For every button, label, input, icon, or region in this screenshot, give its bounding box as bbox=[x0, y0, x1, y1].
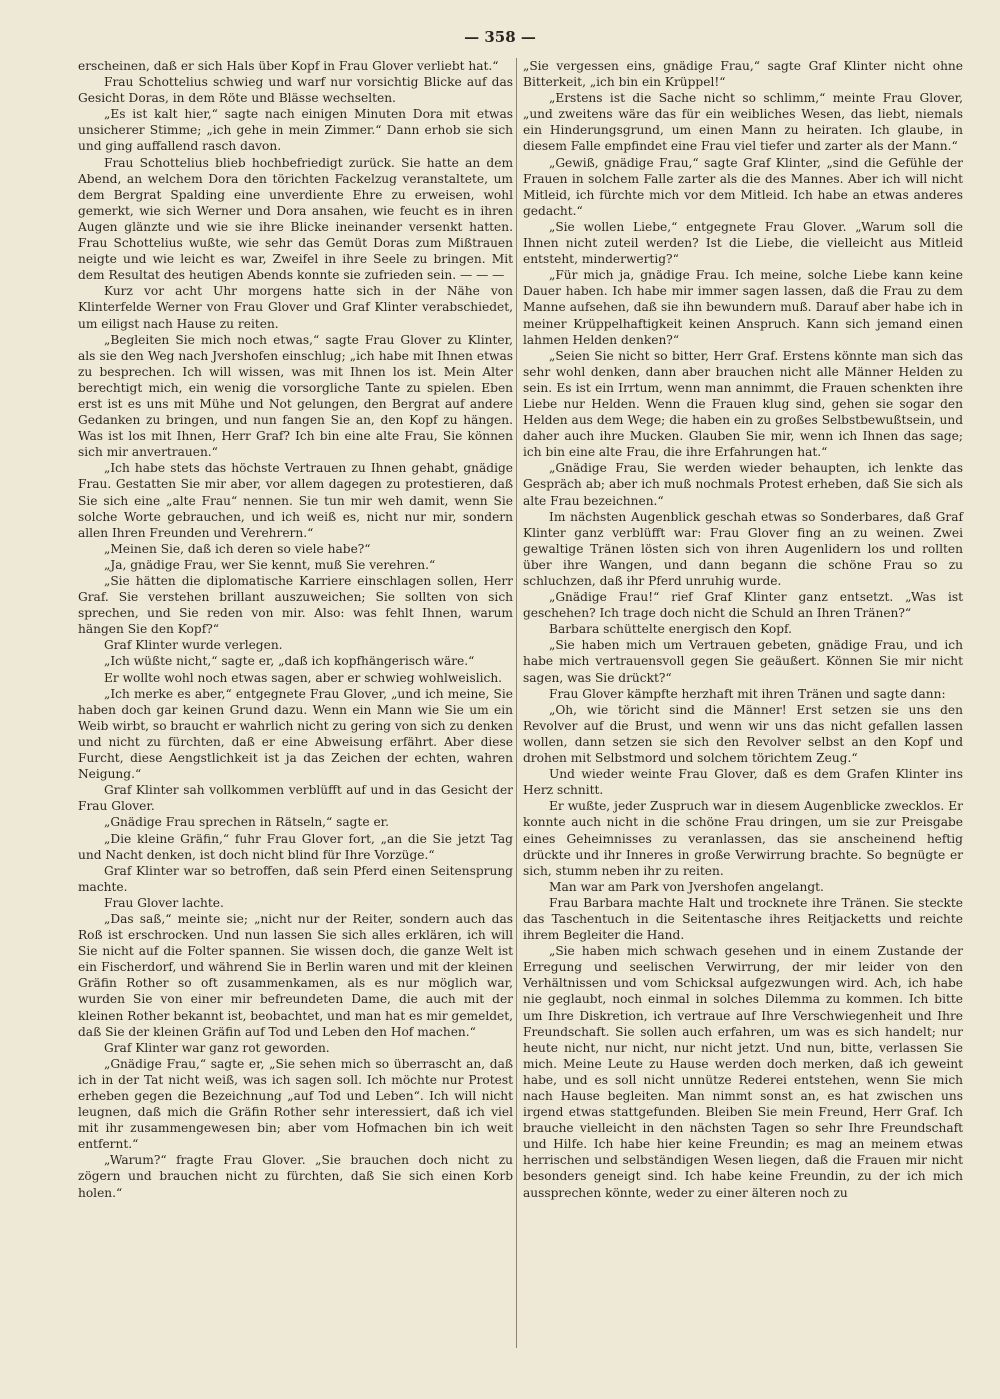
paragraph: „Gnädige Frau,“ sagte er, „Sie sehen mich so überrascht an, daß ich in der Tat nicht weiß, was ich sagen soll. Ich möchte nur Protest erheben gegen die Bezeichnung „auf Tod und Leben“. Ich will nicht leugnen, daß mich die Gräfin Rother sehr interessiert, daß ich viel mit ihr zusammengewesen bin; aber vom Hofmachen bin ich weit entfernt.“ bbox=[78, 1056, 513, 1152]
paragraph: „Sie hätten die diplomatische Karriere einschlagen sollen, Herr Graf. Sie verstehen brillant auszuweichen; Sie sollten von sich sprechen, und Sie reden von mir. Also: was fehlt Ihnen, warum hängen Sie den Kopf?“ bbox=[78, 574, 513, 637]
left-text-column bbox=[78, 58, 513, 1201]
paragraph: „Ich habe stets das höchste Vertrauen zu Ihnen gehabt, gnädige Frau. Gestatten Sie mir aber, vor allem dagegen zu protestieren, daß Sie sich eine „alte Frau“ nennen. Sie tun mir weh damit, wenn Sie solche Worte gebrauchen, und ich weiß es, nicht nur mir, sondern allen Ihren Freunden und Verehrern.“ bbox=[78, 461, 513, 540]
page-number: — 358 — bbox=[464, 28, 536, 46]
paragraph: „Seien Sie nicht so bitter, Herr Graf. Erstens könnte man sich das sehr wohl denken, dann aber brauchen nicht alle Männer Helden zu sein. Es ist ein Irrtum, wenn man annimmt, die Frauen schenkten ihre Liebe nur Helden. Wenn die Frauen klug sind, gehen sie sogar den Helden aus dem Wege; die haben ein zu großes Selbstbewußtsein, und daher auch ihre Mucken. Glauben Sie mir, wenn ich Ihnen das sage; ich bin eine alte Frau, die ihre Erfahrungen hat.“ bbox=[523, 348, 963, 460]
paragraph: Kurz vor acht Uhr morgens hatte sich in der Nähe von Klinterfelde Werner von Frau Glover und Graf Klinter verabschiedet, um eiligst nach Hause zu reiten. bbox=[78, 284, 513, 331]
paragraph: Graf Klinter wurde verlegen. bbox=[104, 638, 283, 653]
paragraph: Graf Klinter war so betroffen, daß sein Pferd einen Seitensprung machte. bbox=[78, 863, 513, 894]
paragraph: „Ich merke es aber,“ entgegnete Frau Glover, „und ich meine, Sie haben doch gar keinen Grund dazu. Wenn ein Mann wie Sie um ein Weib wirbt, so braucht er wahrlich nicht zu gering von sich zu denken und nicht zu fürchten, daß er eine Abweisung erfährt. Aber diese Furcht, diese Aengstlichkeit ist ja das Zeichen der echten, wahren Neigung.“ bbox=[78, 686, 513, 782]
paragraph: Barbara schüttelte energisch den Kopf. bbox=[549, 622, 792, 637]
paragraph: „Ja, gnädige Frau, wer Sie kennt, muß Sie verehren.“ bbox=[104, 557, 436, 572]
paragraph: „Für mich ja, gnädige Frau. Ich meine, solche Liebe kann keine Dauer haben. Ich habe mir immer sagen lassen, daß die Frau zu dem Manne aufsehen, daß sie ihn bewundern muß. Darauf aber habe ich in meiner Krüppelhaftigkeit keinen Anspruch. Kann sich jemand einen lahmen Helden denken?“ bbox=[523, 268, 963, 347]
paragraph: „Gnädige Frau!“ rief Graf Klinter ganz entsetzt. „Was ist geschehen? Ich trage doch nicht die Schuld an Ihren Tränen?“ bbox=[523, 590, 963, 621]
paragraph: Frau Schottelius blieb hochbefriedigt zurück. Sie hatte an dem Abend, an welchem Dora den törichten Fackelzug veranstaltete, um dem Bergrat Spalding eine unverdiente Ehre zu erweisen, wohl gemerkt, wie sich Werner und Dora ansahen, wie feucht es in ihren Augen glänzte und wie sie ihre Blicke ineinander versenkt hatten. Frau Schottelius wußte, wie sehr das Gemüt Doras zum Mißtrauen neigte und wie leicht es war, Zweifel in ihre Seele zu bringen. Mit dem Resultat des heutigen Abends konnte sie zufrieden sein. — — — bbox=[78, 155, 513, 283]
paragraph: „Begleiten Sie mich noch etwas,“ sagte Frau Glover zu Klinter, als sie den Weg nach Jvershofen einschlug; „ich habe mit Ihnen etwas zu besprechen. Ich will wissen, was mit Ihnen los ist. Mein Alter berechtigt mich, ein wenig die vorsorgliche Tante zu spielen. Eben erst ist es uns mit Mühe und Not gelungen, den Bergrat auf andere Gedanken zu bringen, und nun fangen Sie an, den Kopf zu hängen. Was ist los mit Ihnen, Herr Graf? Ich bin eine alte Frau, Sie können sich mir anvertrauen.“ bbox=[78, 332, 513, 460]
paragraph: „Erstens ist die Sache nicht so schlimm,“ meinte Frau Glover, „und zweitens wäre das für ein weibliches Wesen, das liebt, niemals ein Hinderungsgrund, um einen Mann zu heiraten. Ich glaube, in diesem Falle empfindet eine Frau viel tiefer und zarter als der Mann.“ bbox=[523, 91, 963, 154]
paragraph: „Ich wüßte nicht,“ sagte er, „daß ich kopfhängerisch wäre.“ bbox=[104, 654, 475, 669]
right-text-column bbox=[523, 58, 963, 1201]
paragraph: „Warum?“ fragte Frau Glover. „Sie brauchen doch nicht zu zögern und brauchen nicht zu fürchten, daß Sie sich einen Korb holen.“ bbox=[78, 1153, 513, 1200]
paragraph: Man war am Park von Jvershofen angelangt. bbox=[549, 879, 824, 894]
paragraph: „Oh, wie töricht sind die Männer! Erst setzen sie uns den Revolver auf die Brust, und wenn wir uns das nicht gefallen lassen wollen, dann setzen sie sich den Revolver selbst an den Kopf und drohen mit Selbstmord und solchem törichtem Zeug.“ bbox=[523, 702, 963, 766]
paragraph: Im nächsten Augenblick geschah etwas so Sonderbares, daß Graf Klinter ganz verblüfft war: Frau Glover fing an zu weinen. Zwei gewaltige Tränen lösten sich von ihren Augenlidern los und rollten über ihre Wangen, und dann begann die schöne Frau so zu schluchzen, daß ihr Pferd unruhig wurde. bbox=[523, 509, 963, 588]
paragraph: Frau Glover lachte. bbox=[104, 895, 224, 910]
paragraph: „Gnädige Frau, Sie werden wieder behaupten, ich lenkte das Gespräch ab; aber ich muß nochmals Protest erheben, daß Sie sich als alte Frau bezeichnen.“ bbox=[523, 461, 963, 508]
paragraph: „Das saß,“ meinte sie; „nicht nur der Reiter, sondern auch das Roß ist erschrocken. Und nun lassen Sie sich alles erklären, ich will Sie nicht auf die Folter spannen. Sie wissen doch, die ganze Welt ist ein Fischerdorf, und während Sie in Berlin waren und mit der kleinen Gräfin Rother so oft zusammenkamen, als es nur möglich war, wurden Sie von einer mir befreundeten Dame, die auch mit der kleinen Rother bekannt ist, beobachtet, und man hat es mir gemeldet, daß Sie der kleinen Gräfin auf Tod und Leben den Hof machen.“ bbox=[78, 911, 513, 1039]
paragraph: „Sie haben mich schwach gesehen und in einem Zustande der Erregung und seelischen Verwirrung, der mir leider von den Verhältnissen und vom Schicksal aufgezwungen wird. Ach, ich habe nie geglaubt, noch einmal in solches Dilemma zu kommen. Ich bitte um Ihre Diskretion, ich vertraue auf Ihre Verschwiegenheit und Ihre Freundschaft. Sie sollen auch erfahren, um was es sich handelt; nur heute nicht, nur nicht, nur nicht jetzt. Und nun, bitte, verlassen Sie mich. Meine Leute zu Hause werden doch merken, daß ich geweint habe, und es soll nicht unnütze Rederei entstehen, wenn Sie mich nach Hause begleiten. Man nimmt sonst an, es hat zwischen uns irgend etwas stattgefunden. Bleiben Sie mein Freund, Herr Graf. Ich brauche vielleicht in den nächsten Tagen so sehr Ihre Freundschaft und Hilfe. Ich habe hier keine Freundin; es mag an meinem etwas herrischen und selbständigen Wesen liegen, daß die Frauen mir nicht besonders geneigt sind. Ich habe keine Freundin, zu der ich mich aussprechen könnte, weder zu einer älteren noch zu bbox=[523, 944, 963, 1200]
column-divider bbox=[516, 58, 517, 1348]
paragraph: Frau Schottelius schwieg und warf nur vorsichtig Blicke auf das Gesicht Doras, in dem Röte und Blässe wechselten. bbox=[78, 75, 513, 106]
paragraph: Frau Barbara machte Halt und trocknete ihre Tränen. Sie steckte das Taschentuch in die Seitentasche ihres Reitjacketts und reichte ihrem Begleiter die Hand. bbox=[523, 895, 963, 943]
paragraph: „Meinen Sie, daß ich deren so viele habe?“ bbox=[104, 541, 371, 556]
paragraph: „Sie vergessen eins, gnädige Frau,“ sagte Graf Klinter nicht ohne Bitterkeit, „ich bin ein Krüppel!“ bbox=[523, 59, 963, 90]
paragraph: Graf Klinter war ganz rot geworden. bbox=[104, 1040, 330, 1055]
paragraph: erscheinen, daß er sich Hals über Kopf in Frau Glover verliebt hat.“ bbox=[78, 59, 499, 73]
paragraph: Er wußte, jeder Zuspruch war in diesem Augenblicke zwecklos. Er konnte auch nicht in die schöne Frau dringen, um sie zur Preisgabe eines Geheimnisses zu veranlassen, das sie anscheinend heftig drückte und ihr Inneres in große Verwirrung brachte. So begnügte er sich, stumm neben ihr zu reiten. bbox=[523, 799, 963, 878]
paragraph: Frau Glover kämpfte herzhaft mit ihren Tränen und sagte dann: bbox=[549, 686, 946, 701]
paragraph: „Gewiß, gnädige Frau,“ sagte Graf Klinter, „sind die Gefühle der Frauen in solchem Falle zarter als die des Mannes. Aber ich will nicht Mitleid, ich fürchte mich vor dem Mitleid. Ich habe an etwas anderes gedacht.“ bbox=[523, 155, 963, 218]
paragraph: Er wollte wohl noch etwas sagen, aber er schwieg wohlweislich. bbox=[104, 670, 503, 685]
paragraph: „Sie haben mich um Vertrauen gebeten, gnädige Frau, und ich habe mich vertrauensvoll gegen Sie geäußert. Können Sie mir nicht sagen, was Sie drückt?“ bbox=[523, 638, 963, 685]
paragraph: Und wieder weinte Frau Glover, daß es dem Grafen Klinter ins Herz schnitt. bbox=[523, 767, 963, 798]
paragraph: Graf Klinter sah vollkommen verblüfft auf und in das Gesicht der Frau Glover. bbox=[78, 783, 513, 814]
paragraph: „Gnädige Frau sprechen in Rätseln,“ sagte er. bbox=[104, 815, 390, 830]
paragraph: „Sie wollen Liebe,“ entgegnete Frau Glover. „Warum soll die Ihnen nicht zuteil werden? Ist die Liebe, die vielleicht aus Mitleid entsteht, minderwertig?“ bbox=[523, 219, 963, 267]
paragraph: „Die kleine Gräfin,“ fuhr Frau Glover fort, „an die Sie jetzt Tag und Nacht denken, ist doch nicht blind für Ihre Vorzüge.“ bbox=[78, 831, 513, 862]
paragraph: „Es ist kalt hier,“ sagte nach einigen Minuten Dora mit etwas unsicherer Stimme; „ich gehe in mein Zimmer.“ Dann erhob sie sich und ging auffallend rasch davon. bbox=[78, 107, 513, 154]
